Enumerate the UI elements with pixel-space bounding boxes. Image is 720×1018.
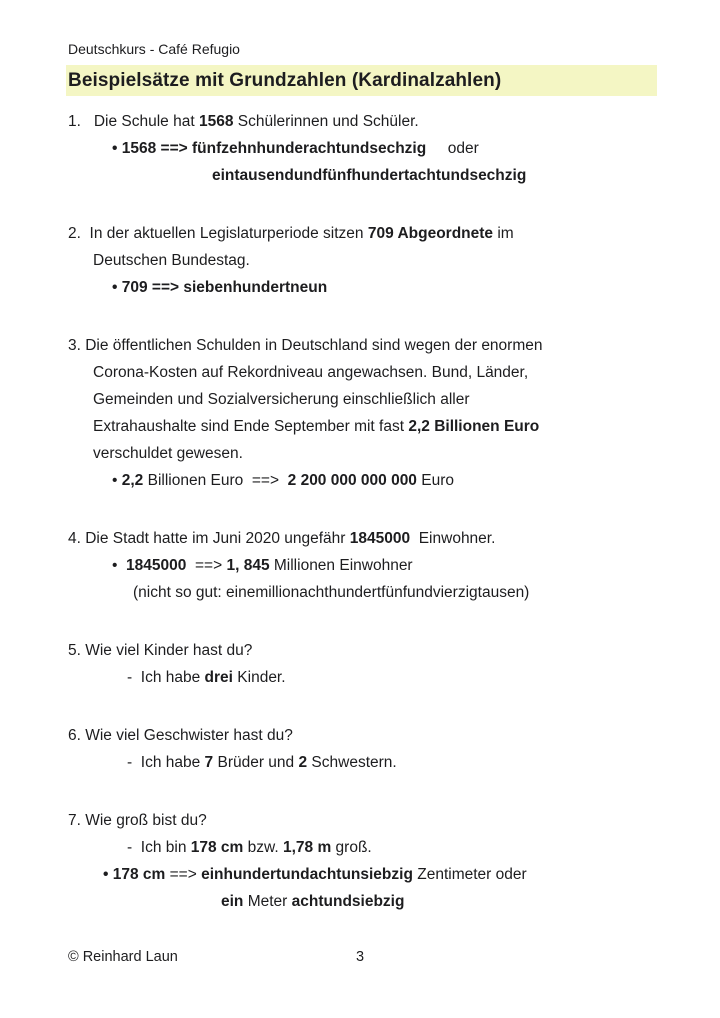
text-segment: Gemeinden und Sozialversicherung einschließlich aller: [93, 391, 470, 408]
content-line: [127, 834, 720, 861]
content-line: [68, 108, 720, 135]
text-segment: eintausendundfünfhundertachtundsechzig: [212, 167, 527, 184]
text-segment: ==>: [186, 557, 227, 574]
text-segment: 178 cm: [190, 839, 244, 856]
text-segment: 1. Die Schule hat: [68, 113, 199, 130]
content-line: [127, 664, 720, 691]
text-segment: 1568: [198, 113, 234, 130]
text-segment: (nicht so gut: einemillionachthundertfünfundvierzigtausen): [133, 584, 530, 601]
text-segment: 3. Die öffentlichen Schulden in Deutschland sind wegen der enormen: [68, 337, 543, 354]
text-segment: oder: [426, 140, 479, 157]
text-segment: 2 200 000 000 000: [287, 472, 417, 489]
content-line: [112, 467, 720, 494]
content-line: [112, 552, 720, 579]
text-segment: - Ich habe: [127, 669, 205, 686]
page-title: Beispielsätze mit Grundzahlen (Kardinalzahlen): [68, 70, 502, 91]
text-segment: - Ich habe: [127, 754, 205, 771]
text-segment: 4. Die Stadt hatte im Juni 2020 ungefähr: [68, 530, 350, 547]
text-segment: Billionen Euro ==>: [143, 472, 288, 489]
text-segment: • 709 ==> siebenhundertneun: [112, 279, 328, 296]
copyright-text: © Reinhard Laun: [68, 949, 178, 965]
content-line: [112, 274, 720, 301]
page-number: 3: [356, 949, 365, 965]
text-segment: drei: [204, 669, 233, 686]
text-segment: Extrahaushalte sind Ende September mit fast: [93, 418, 409, 435]
text-segment: 2,2: [121, 472, 144, 489]
content-line: [68, 332, 720, 359]
content-line: [93, 413, 720, 440]
content-line: [68, 807, 720, 834]
text-segment: Zentimeter oder: [412, 866, 527, 883]
content-line: [68, 220, 720, 247]
text-segment: ==>: [165, 866, 202, 883]
document-body: [0, 108, 720, 915]
text-segment: • 178 cm: [103, 866, 166, 883]
content-line: [68, 722, 720, 749]
text-segment: verschuldet gewesen.: [93, 445, 243, 462]
text-segment: 1,78 m: [282, 839, 332, 856]
text-segment: Brüder und: [213, 754, 299, 771]
content-line: [68, 637, 720, 664]
content-line: [93, 386, 720, 413]
title-highlight: [66, 65, 657, 96]
text-segment: Kinder.: [232, 669, 286, 686]
content-line: [127, 749, 720, 776]
text-segment: achtundsiebzig: [291, 893, 405, 910]
text-segment: 5. Wie viel Kinder hast du?: [68, 642, 253, 659]
text-segment: 1845000: [349, 530, 411, 547]
text-segment: Deutschen Bundestag.: [93, 252, 250, 269]
text-segment: Millionen Einwohner: [269, 557, 413, 574]
text-segment: Corona-Kosten auf Rekordniveau angewachsen. Bund, Länder,: [93, 364, 529, 381]
text-segment: im: [493, 225, 514, 242]
text-segment: - Ich bin: [127, 839, 191, 856]
text-segment: ein: [221, 893, 244, 910]
text-segment: einhundertundachtunsiebzig: [201, 866, 413, 883]
text-segment: 2: [298, 754, 308, 771]
text-segment: groß.: [331, 839, 372, 856]
content-line: [93, 247, 720, 274]
text-segment: 2. In der aktuellen Legislaturperiode sitzen: [68, 225, 368, 242]
text-segment: bzw.: [243, 839, 283, 856]
content-line: [93, 359, 720, 386]
text-segment: Meter: [243, 893, 292, 910]
content-line: [112, 135, 720, 162]
text-segment: 1, 845: [226, 557, 270, 574]
content-line: [68, 525, 720, 552]
text-segment: 709 Abgeordnete: [367, 225, 494, 242]
text-segment: 2,2 Billionen Euro: [408, 418, 540, 435]
text-segment: Einwohner.: [410, 530, 496, 547]
content-line: [93, 440, 720, 467]
text-segment: •: [112, 472, 122, 489]
text-segment: • 1568 ==> fünfzehnhunderachtundsechzig: [112, 140, 427, 157]
text-segment: 7. Wie groß bist du?: [68, 812, 207, 829]
text-segment: •: [112, 557, 127, 574]
content-line: [212, 162, 720, 189]
text-segment: 7: [204, 754, 214, 771]
text-segment: Schülerinnen und Schüler.: [233, 113, 419, 130]
text-segment: Euro: [416, 472, 454, 489]
text-segment: 6. Wie viel Geschwister hast du?: [68, 727, 293, 744]
content-line: [133, 579, 720, 606]
content-line: [103, 861, 720, 888]
document-header: Deutschkurs - Café Refugio: [68, 41, 240, 57]
content-line: [221, 888, 720, 915]
text-segment: Schwestern.: [307, 754, 397, 771]
text-segment: 1845000: [126, 557, 187, 574]
document-footer: [0, 948, 720, 966]
